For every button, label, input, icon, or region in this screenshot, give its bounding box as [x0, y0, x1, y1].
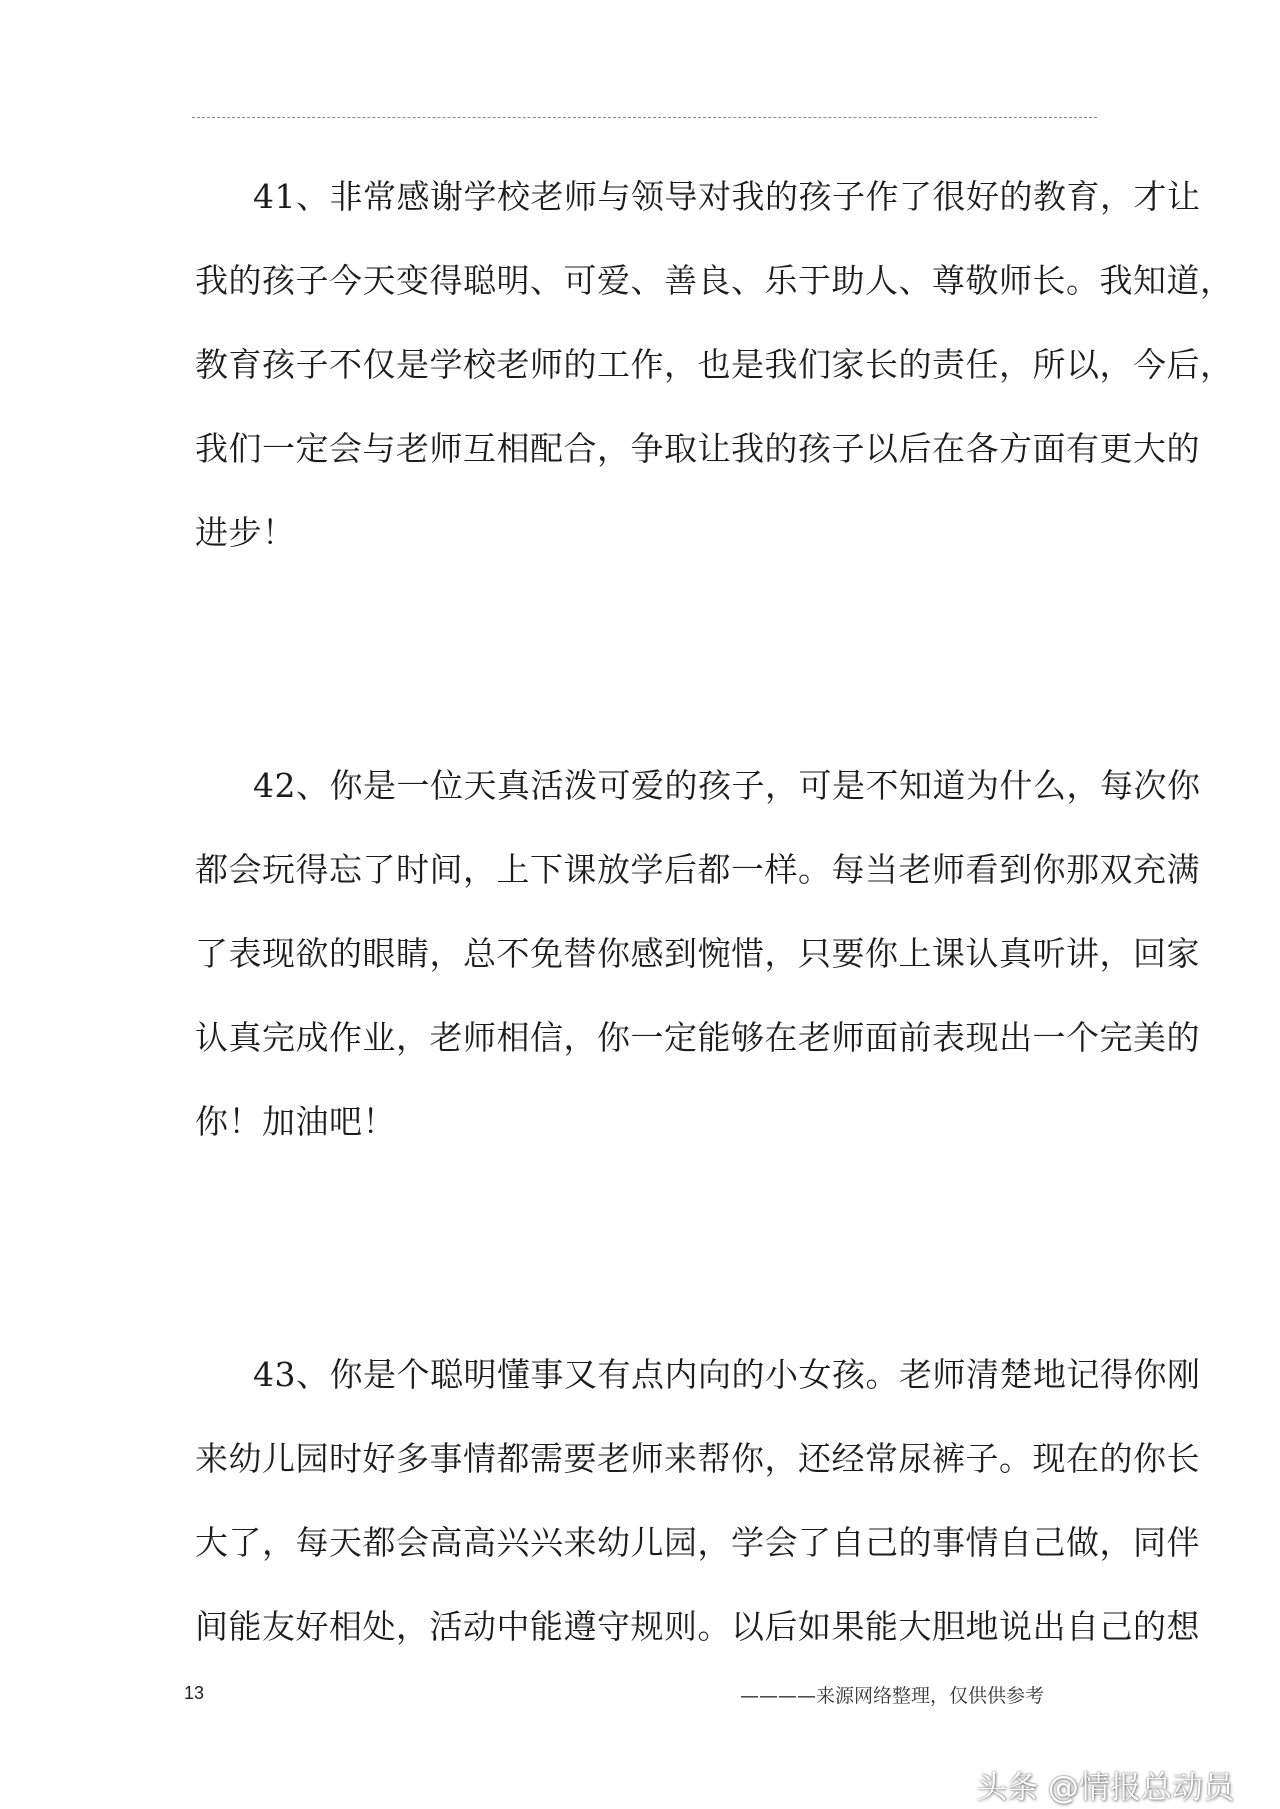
text-line: 我的孩子今天变得聪明、可爱、善良、乐于助人、尊敬师长。我知道， — [195, 261, 1234, 300]
paragraph-43 — [195, 1333, 1201, 1669]
text-line: 我们一定会与老师互相配合，争取让我的孩子以后在各方面有更大的 — [195, 429, 1200, 468]
paragraph-42 — [195, 744, 1201, 1164]
text-line: 进步！ — [195, 513, 296, 552]
text-line: 43、你是个聪明懂事又有点内向的小女孩。老师清楚地记得你刚 — [253, 1355, 1201, 1394]
text-line: 了表现欲的眼睛，总不免替你感到惋惜，只要你上课认真听讲，回家 — [195, 934, 1200, 973]
header-divider — [192, 117, 1097, 118]
text-line: 教育孩子不仅是学校老师的工作，也是我们家长的责任，所以，今后， — [195, 345, 1234, 384]
text-line: 间能友好相处，活动中能遵守规则。以后如果能大胆地说出自己的想 — [195, 1607, 1200, 1646]
page-number: 13 — [184, 1683, 205, 1703]
text-line: 来幼儿园时好多事情都需要老师来帮你，还经常尿裤子。现在的你长 — [195, 1439, 1200, 1478]
text-line: 大了，每天都会高高兴兴来幼儿园，学会了自己的事情自己做，同伴 — [195, 1523, 1200, 1562]
source-note: ————来源网络整理，仅供供参考 — [740, 1685, 1045, 1707]
text-line: 41、非常感谢学校老师与领导对我的孩子作了很好的教育，才让 — [253, 177, 1201, 216]
paragraph-41 — [195, 155, 1234, 575]
text-line: 认真完成作业，老师相信，你一定能够在老师面前表现出一个完美的 — [195, 1018, 1200, 1057]
text-line: 都会玩得忘了时间，上下课放学后都一样。每当老师看到你那双充满 — [195, 850, 1200, 889]
text-line: 42、你是一位天真活泼可爱的孩子，可是不知道为什么，每次你 — [253, 766, 1201, 805]
text-line: 你！加油吧！ — [195, 1102, 396, 1141]
watermark-text: 头条 @情报总动员 — [976, 1770, 1234, 1806]
